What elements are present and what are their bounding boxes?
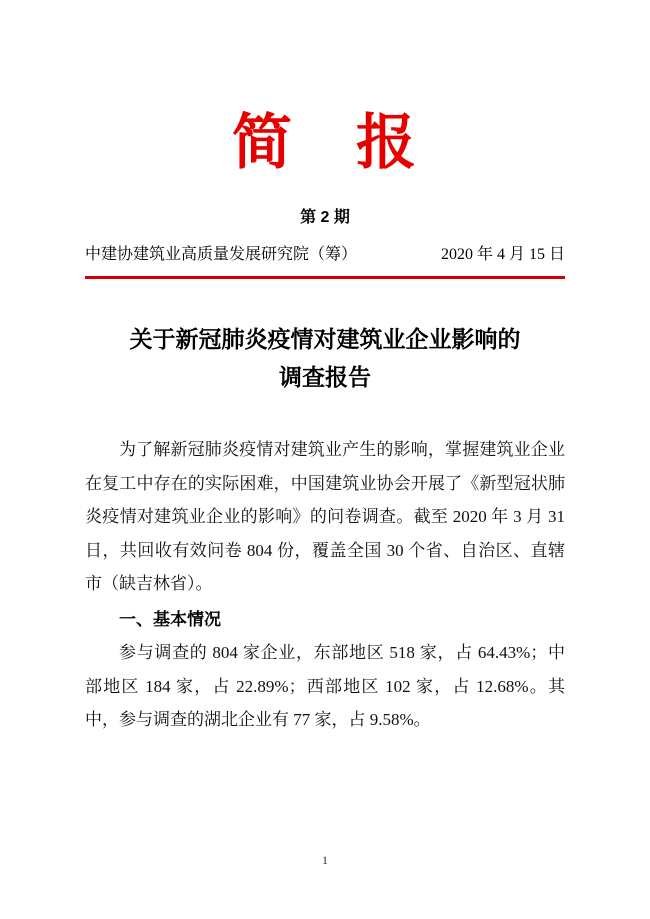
masthead-title: 简 报: [232, 110, 418, 176]
section-1-heading: 一、基本情况: [119, 609, 221, 629]
document-title-line-2: 调查报告: [279, 365, 371, 390]
section-1-paragraph: 参与调查的 804 家企业，东部地区 518 家，占 64.43%；中部地区 184 家，占 22.89%；西部地区 102 家，占 12.68%。其中，参与调查的湖北企业有 77 家，占 9.58%。: [85, 643, 565, 729]
page-number: 1: [322, 853, 328, 867]
document-title: [85, 321, 565, 397]
page-content: [0, 112, 650, 737]
document-title-line-1: 关于新冠肺炎疫情对建筑业企业影响的: [129, 327, 521, 352]
header-row: [85, 245, 565, 265]
issue-number: 第 2 期: [300, 209, 350, 226]
issue-date: 2020 年 4 月 15 日: [440, 246, 565, 263]
red-divider-rule: [85, 276, 565, 279]
issuing-organization: 中建协建筑业高质量发展研究院（筹）: [85, 246, 358, 263]
intro-paragraph: 为了解新冠肺炎疫情对建筑业产生的影响，掌握建筑业企业在复工中存在的实际困难，中国建筑业协会开展了《新型冠状肺炎疫情对建筑业企业的影响》的问卷调查。截至 2020 年 3 月 31 日，共回收有效问卷 804 份，覆盖全国 30 个省、自治区、直辖市（缺吉林省）。: [85, 440, 565, 593]
